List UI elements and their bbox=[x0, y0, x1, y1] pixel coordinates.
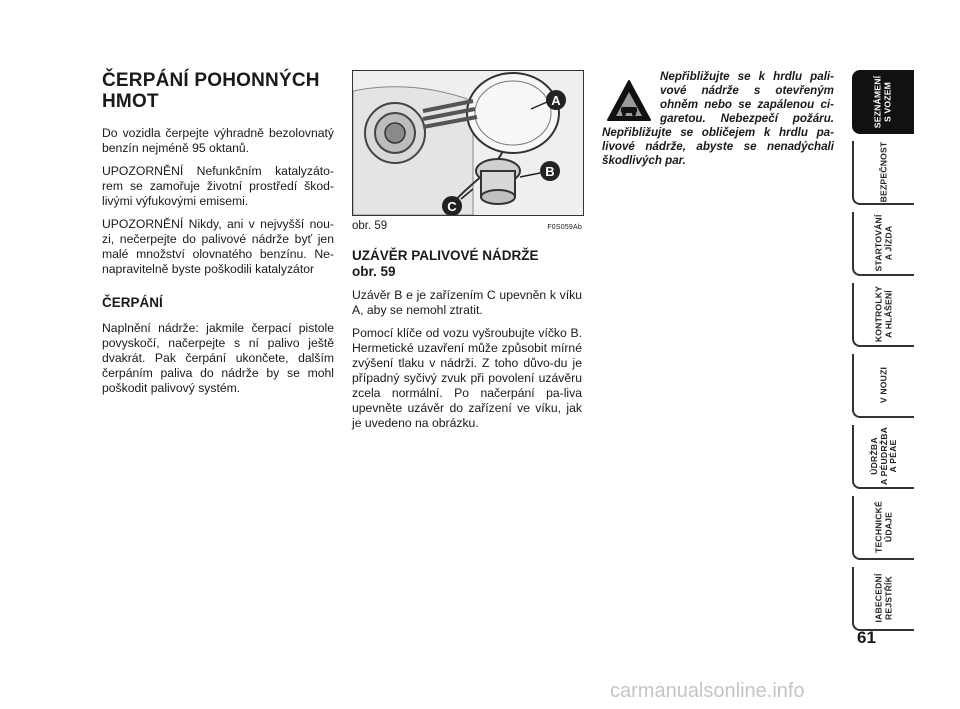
section-title: ČERPÁNÍ POHONNÝCH HMOT bbox=[102, 70, 320, 112]
tab-safety[interactable] bbox=[852, 141, 914, 205]
paragraph-fuel-type: Do vozidla čerpejte výhradně bezolovnatý benzín nejméně 95 oktanů. bbox=[102, 126, 334, 155]
callout-b-label: B bbox=[545, 164, 555, 179]
paragraph-catalyst-warning: UPOZORNĚNÍ Nefunkčním katalyzáto-rem se zamořuje životní prostředí škod-livými výfukovými emisemi. bbox=[102, 164, 334, 208]
tab-emergency[interactable] bbox=[852, 354, 914, 418]
tab-label: TECHNICKÉ ÚDAJE bbox=[873, 501, 893, 553]
tab-warning-lights[interactable] bbox=[852, 283, 914, 347]
figure-code: F0S059Ab bbox=[547, 224, 582, 231]
page-number: 61 bbox=[857, 628, 876, 647]
left-column bbox=[102, 70, 334, 404]
tab-overview[interactable] bbox=[852, 70, 914, 134]
callout-a-label: A bbox=[551, 93, 561, 108]
tab-label: STARTOVÁNÍ A JÍZDA bbox=[873, 214, 893, 272]
right-column bbox=[602, 70, 834, 168]
paragraph-leaded-warning: UPOZORNĚNÍ Nikdy, ani v nejvyšší nou-zi, nečerpejte do palivové nádrže byť jen malé množství olovnatého benzínu. Ne-napravitelně byste poškodili katalyzátor bbox=[102, 217, 334, 276]
tab-label: ÚDRŽBA A PÉUDRŽBA A PÉAE bbox=[868, 426, 898, 486]
tab-starting-driving[interactable] bbox=[852, 212, 914, 276]
fuel-cap-figure bbox=[352, 70, 584, 216]
tab-label: V NOUZI bbox=[878, 366, 889, 404]
paragraph-cap-attachment: Uzávěr B e je zařízením C upevněn k víku A, aby se nemohl ztratit. bbox=[352, 288, 582, 317]
watermark: carmanualsonline.info bbox=[610, 680, 805, 702]
middle-column bbox=[352, 70, 582, 439]
tab-label: KONTROLKY A HLÁŠENÍ bbox=[873, 285, 893, 343]
tab-label: SEZNÁMENÍ S VOZEM bbox=[872, 75, 892, 129]
tab-index[interactable] bbox=[852, 567, 914, 631]
tab-label: IABECEDNÍ REJSTŘÍK bbox=[873, 573, 893, 623]
callout-c-label: C bbox=[447, 199, 457, 214]
warning-triangle-icon bbox=[606, 78, 652, 124]
warning-text: Nepřibližujte se k hrdlu pali-vové nádrže s otevřeným ohněm nebo se zapálenou ci-garetou. Nebezpečí požáru. Nepřibližujte se obličejem k hrdlu pa-livové nádrže, abyste se nenadýchali škodlivých par. bbox=[602, 70, 834, 167]
figure-caption bbox=[352, 220, 582, 232]
figure-label: obr. 59 bbox=[352, 220, 388, 232]
fuel-cap-illustration bbox=[353, 71, 583, 215]
paragraph-filling: Naplnění nádrže: jakmile čerpací pistole povyskočí, načerpejte s ní palivo ještě dvakrát. Pak čerpání ukončete, dalším čerpáním paliva do nádrže by se mohl poškodit palivový systém. bbox=[102, 321, 334, 395]
warning-box bbox=[602, 70, 834, 168]
tab-maintenance[interactable] bbox=[852, 425, 914, 489]
paragraph-cap-usage: Pomocí klíče od vozu vyšroubujte víčko B. Hermetické uzavření může způsobit mírné zvýšení tlaku v nádrži. Z toho důvo-du je případný syčivý zvuk při povolení uzávěru zcela normální. Po načerpání pa-liva upevněte uzávěr do zařízení ve víku, jak je uvedeno na obrázku. bbox=[352, 326, 582, 430]
cap-section-title: UZÁVĚR PALIVOVÉ NÁDRŽE obr. 59 bbox=[352, 248, 539, 279]
tab-label: BEZPEČNOST bbox=[878, 141, 889, 203]
subsection-title: ČERPÁNÍ bbox=[102, 295, 163, 310]
tab-technical-data[interactable] bbox=[852, 496, 914, 560]
